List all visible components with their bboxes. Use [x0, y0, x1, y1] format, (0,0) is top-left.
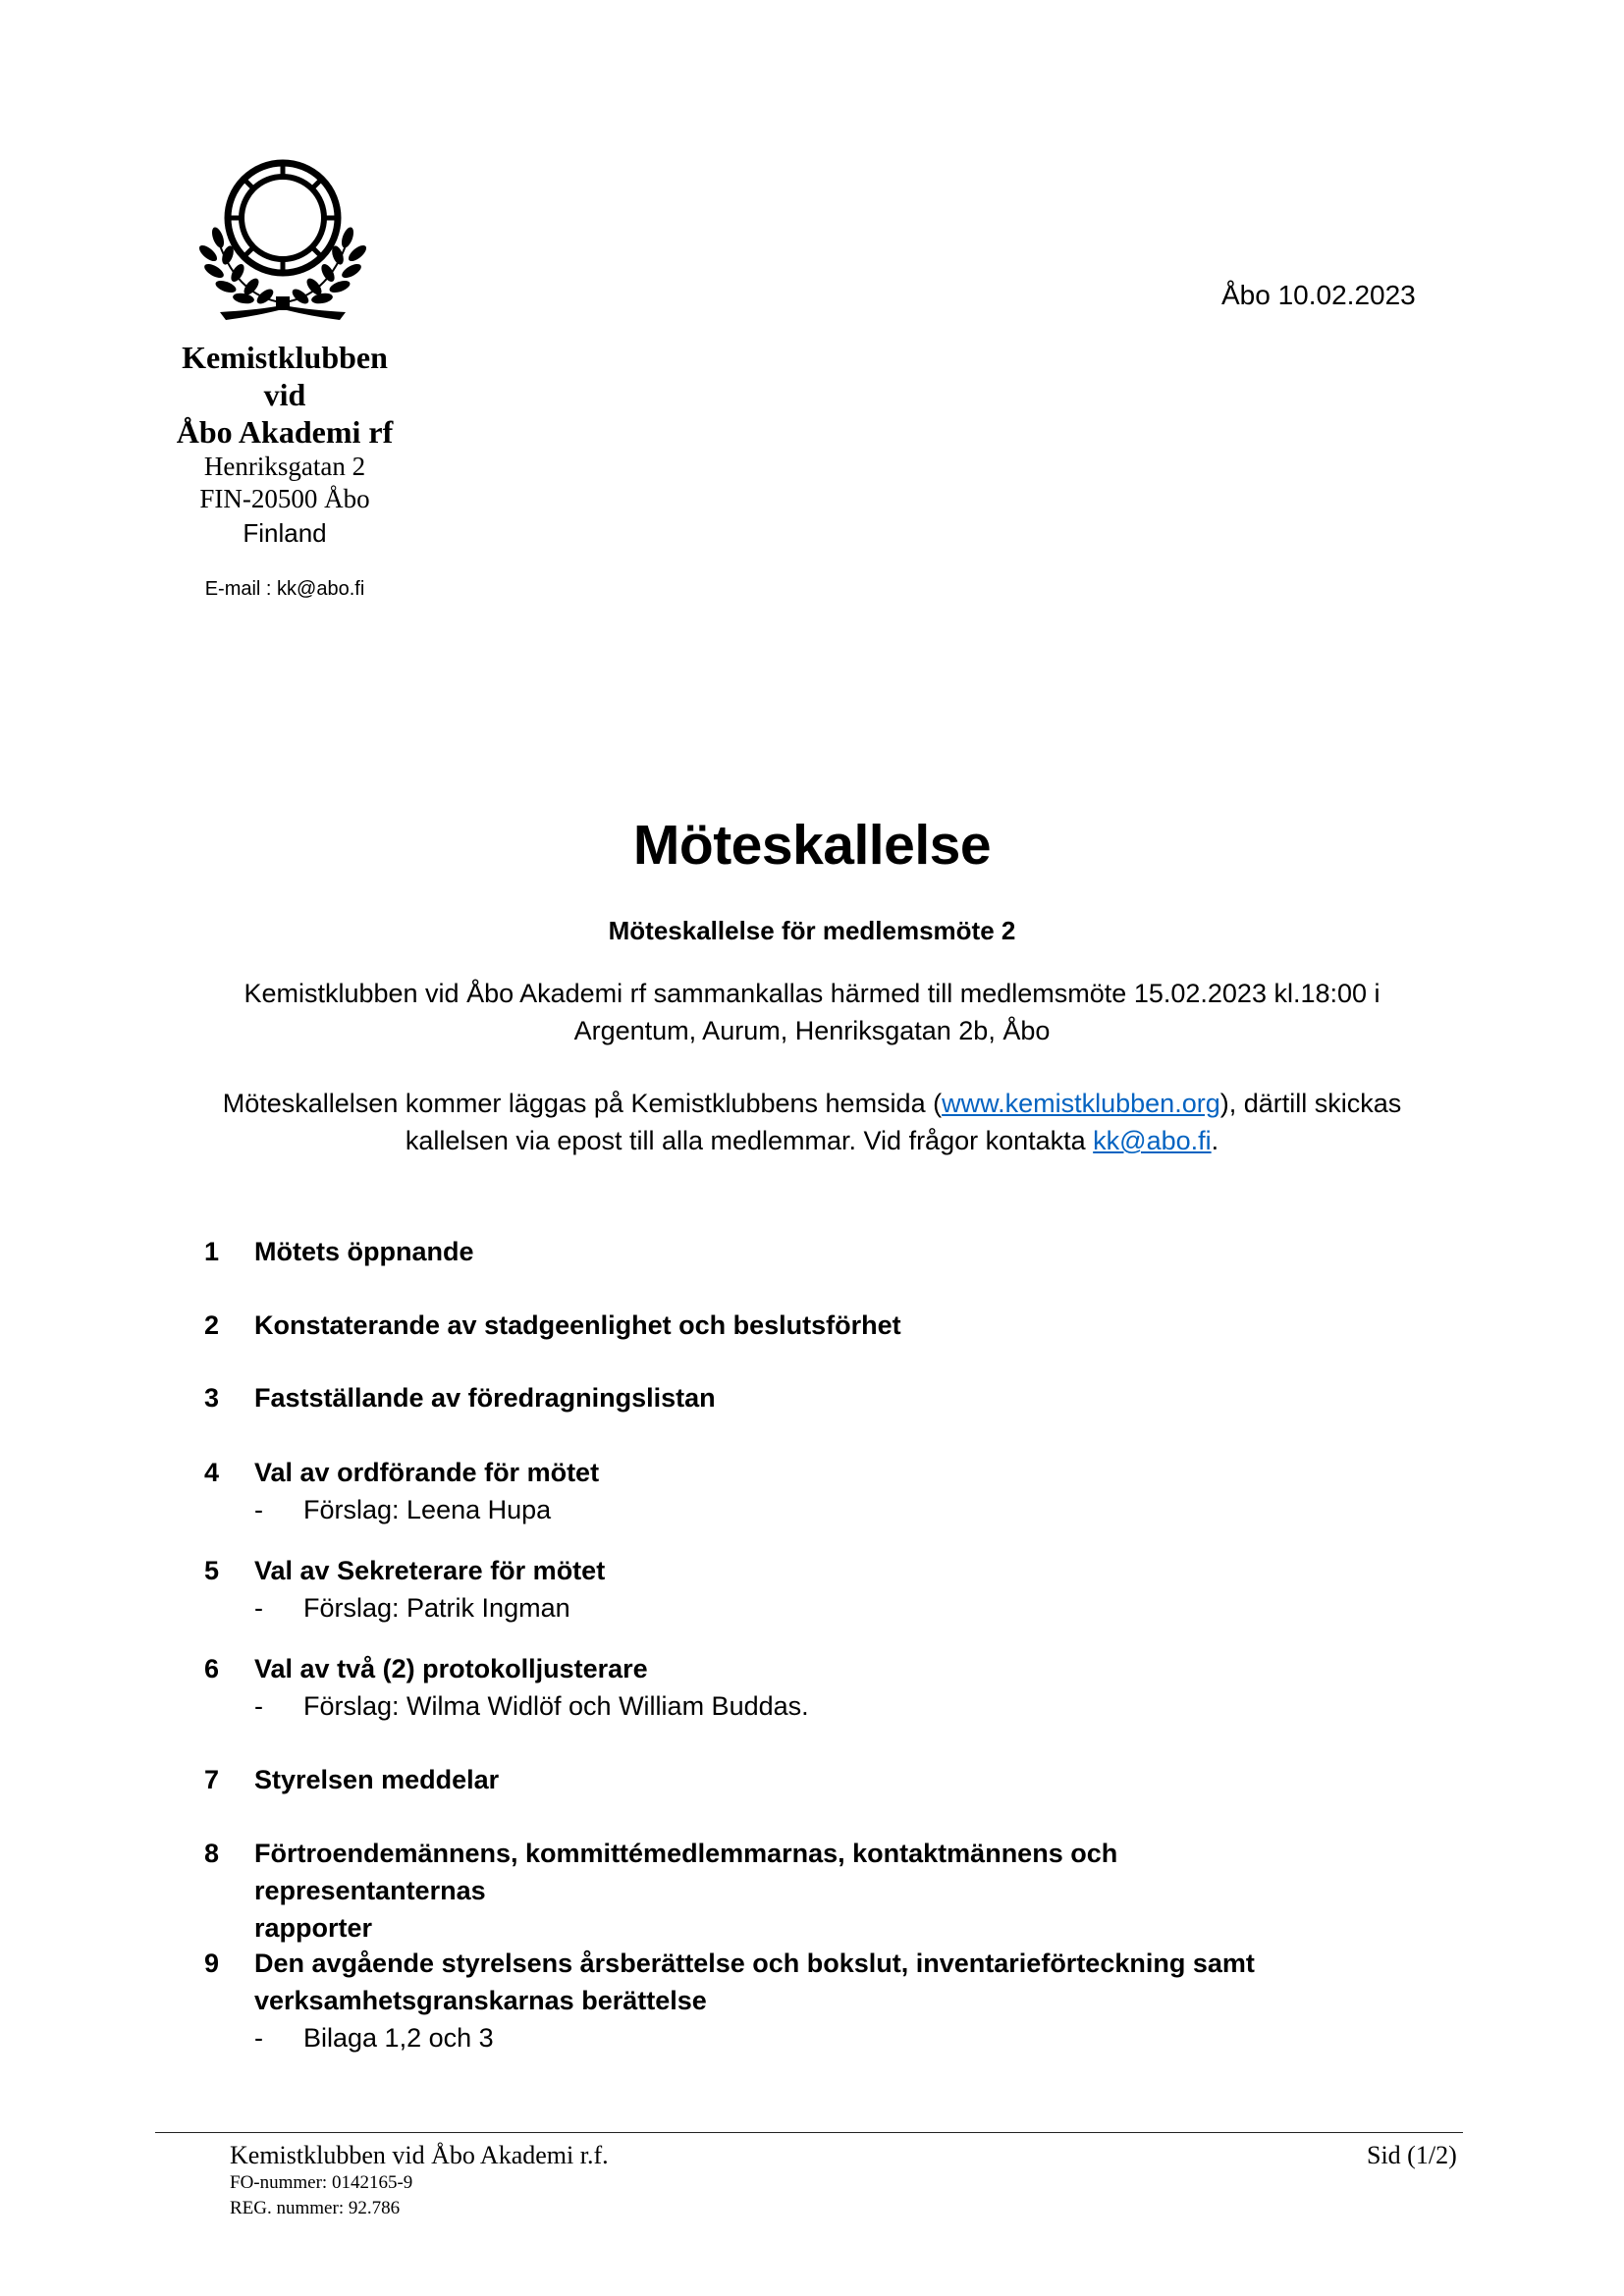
notice-text: kallelsen via epost till alla medlemmar. Vid frågor kontakta [405, 1126, 1094, 1155]
agenda-sub-item [254, 1589, 1333, 1627]
agenda-sub-item-text: Bilaga 1,2 och 3 [303, 2023, 494, 2053]
agenda-item-number: 1 [204, 1237, 220, 1266]
agenda-sub-item-text: Förslag: Patrik Ingman [303, 1593, 570, 1623]
notice-text: ), därtill skickas [1219, 1089, 1402, 1118]
agenda-item-title: Mötets öppnande [254, 1237, 474, 1266]
email-link[interactable]: kk@abo.fi [1093, 1126, 1212, 1155]
contact-email: E-mail : kk@abo.fi [204, 578, 365, 600]
agenda-item [204, 1650, 1333, 1725]
address-postal: FIN-20500 Åbo [199, 484, 370, 513]
notice-line-2 [157, 1122, 1467, 1159]
agenda-item-number: 7 [204, 1765, 220, 1794]
agenda-item [204, 1552, 1333, 1627]
document-date: Åbo 10.02.2023 [1221, 280, 1416, 310]
org-name-line: Åbo Akademi rf [176, 414, 394, 450]
organization-letterhead [137, 339, 432, 601]
footer-divider [155, 2132, 1463, 2133]
address-country: Finland [243, 518, 327, 548]
footer-fo-number: FO-nummer: 0142165-9 [230, 2172, 413, 2193]
agenda-sub-item [254, 1687, 1333, 1725]
agenda-item-number: 8 [204, 1839, 220, 1868]
notice-text: Möteskallelsen kommer läggas på Kemistklubbens hemsida ( [222, 1089, 943, 1118]
website-link[interactable]: www.kemistklubben.org [942, 1089, 1220, 1118]
page-subtitle: Möteskallelse för medlemsmöte 2 [608, 916, 1016, 945]
agenda-item-title: verksamhetsgranskarnas berättelse [254, 1986, 707, 2015]
agenda-item-number: 4 [204, 1458, 220, 1487]
wreath-ring-emblem-icon [194, 147, 371, 324]
intro-line: Kemistklubben vid Åbo Akademi rf sammankallas härmed till medlemsmöte 15.02.2023 kl.18:00 i [244, 979, 1380, 1008]
notice-line-1 [157, 1085, 1467, 1122]
agenda-item-title: Förtroendemännens, kommittémedlemmarnas, kontaktmännens och representanternas [254, 1839, 1118, 1905]
agenda-item [204, 1945, 1333, 2056]
agenda-item-title: Styrelsen meddelar [254, 1765, 500, 1794]
agenda-item-title: Val av ordförande för mötet [254, 1458, 600, 1487]
agenda-item-title: Val av Sekreterare för mötet [254, 1556, 606, 1585]
agenda-sub-item-text: Förslag: Leena Hupa [303, 1495, 552, 1524]
notice-text: . [1211, 1126, 1219, 1155]
meeting-intro-paragraph [157, 975, 1467, 1049]
dash-bullet-icon: - [254, 2023, 263, 2053]
agenda-item [204, 1307, 1333, 1344]
footer-org-name: Kemistklubben vid Åbo Akademi r.f. [230, 2141, 609, 2169]
agenda-item [204, 1454, 1333, 1528]
agenda-item-number: 5 [204, 1556, 220, 1585]
agenda-item [204, 1761, 1333, 1798]
address-street: Henriksgatan 2 [203, 452, 366, 481]
agenda-sub-item [254, 2019, 1333, 2056]
agenda-sub-item-text: Förslag: Wilma Widlöf och William Buddas. [303, 1691, 809, 1721]
dash-bullet-icon: - [254, 1593, 263, 1623]
agenda-item-title: Den avgående styrelsens årsberättelse och bokslut, inventarieförteckning samt [254, 1949, 1255, 1978]
agenda-item-number: 3 [204, 1383, 220, 1413]
page-number: Sid (1/2) [1367, 2141, 1457, 2169]
agenda-item [204, 1379, 1333, 1416]
agenda-item-number: 9 [204, 1949, 220, 1978]
intro-line: Argentum, Aurum, Henriksgatan 2b, Åbo [573, 1016, 1051, 1045]
footer-reg-number: REG. nummer: 92.786 [230, 2198, 401, 2218]
page-title: Möteskallelse [632, 814, 992, 877]
org-name-line: Kemistklubben [182, 340, 388, 375]
agenda-item-title: Fastställande av föredragningslistan [254, 1383, 716, 1413]
agenda-item-number: 6 [204, 1654, 220, 1683]
notice-paragraph [157, 1085, 1467, 1159]
dash-bullet-icon: - [254, 1495, 263, 1524]
agenda-sub-item [254, 1491, 1333, 1528]
agenda-item-title: Val av två (2) protokolljusterare [254, 1654, 648, 1683]
agenda-item [204, 1835, 1333, 1947]
agenda-item-title: Konstaterande av stadgeenlighet och beslutsförhet [254, 1310, 901, 1340]
dash-bullet-icon: - [254, 1691, 263, 1721]
agenda-item-number: 2 [204, 1310, 220, 1340]
org-name-line: vid [263, 377, 306, 412]
agenda-item-title: rapporter [254, 1913, 373, 1943]
agenda-item [204, 1233, 1333, 1270]
